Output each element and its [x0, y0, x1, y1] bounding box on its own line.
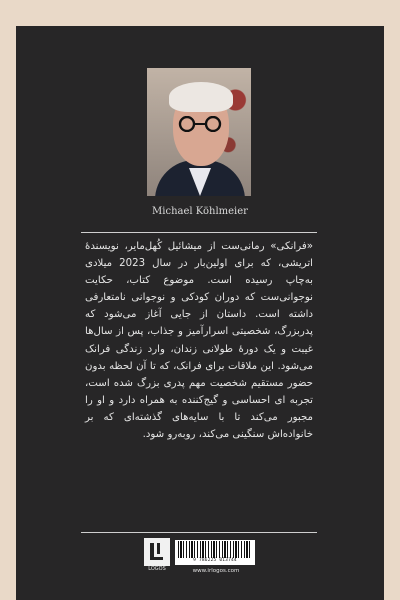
photo-hair [169, 82, 233, 112]
isbn-number: 9 786225 013744 [193, 558, 237, 563]
divider-top [81, 232, 317, 233]
book-description: «فرانکی» رمانی‌ست از میشائیل کُهل‌مایر، نویسندهٔ اتریشی، که برای اولین‌بار در سال 2023 میلادی به‌چاپ رسیده است. موضوع کتاب، حکایت نوجوانی‌ست که دوران کودکی و نوجوانی نامتعارفی داشته است. داستان از جایی آغاز می‌شود که پدربزرگ، شخصیتی اسرارآمیز و جذاب، پس از سال‌ها غیبت و یک دورهٔ طولانی زندان، وارد زندگی فرانک می‌شود. این ملاقات برای فرانک، که تا آن لحظه بدون حضور مستقیم شخصیت مهم پدری بزرگ شده است، تجربه ای احساسی و گیج‌کننده به همراه دارد و او را مجبور می‌کند تا با سایه‌های گذشته‌ای که بر خانواده‌اش سنگینی می‌کند، روبه‌رو شود. [85, 241, 313, 441]
author-name: Michael Köhlmeier [152, 206, 248, 217]
author-photo [147, 68, 251, 196]
isbn-barcode [175, 540, 255, 565]
barcode-bars [178, 541, 252, 558]
publisher-logo-icon [144, 538, 170, 566]
publisher-website: www.irlogos.com [192, 568, 240, 574]
publisher-logo-text: LOGOS [148, 566, 166, 572]
divider-bottom [81, 532, 317, 533]
glasses-icon [175, 116, 227, 132]
